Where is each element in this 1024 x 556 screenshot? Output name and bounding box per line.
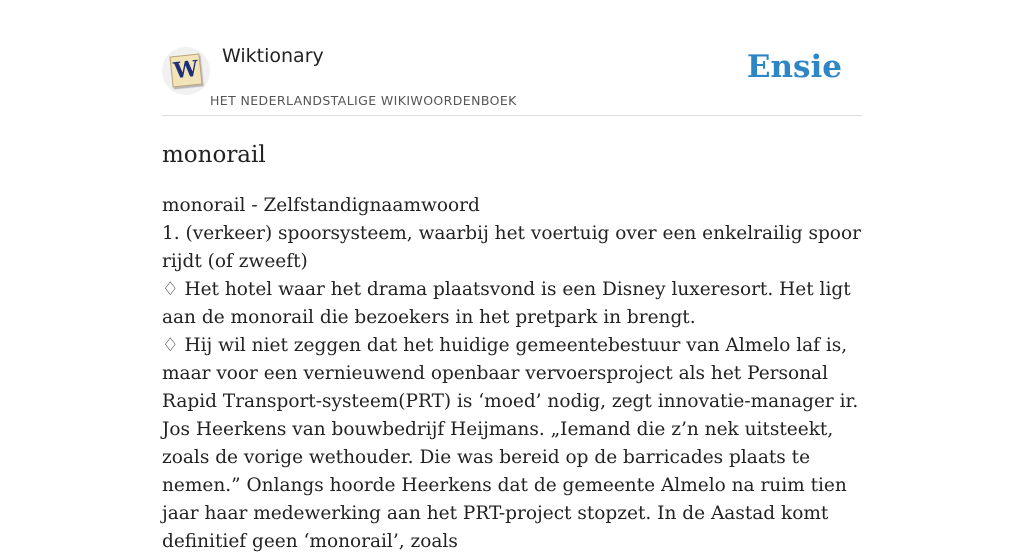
site-tagline: HET NEDERLANDSTALIGE WIKIWOORDENBOEK xyxy=(210,93,517,108)
site-name[interactable]: Wiktionary xyxy=(222,45,324,67)
ensie-brand-link[interactable]: Ensie xyxy=(746,49,842,85)
main-content xyxy=(162,140,862,556)
entry-example: ♢ Hij wil niet zeggen dat het huidige gemeentebestuur van Almelo laf is, maar voor een vernieuwend openbaar vervoersproject als het Personal Rapid Transport-systeem(PRT) is ‘moed’ nodig, zegt innovatie-manager ir. Jos Heerkens van bouwbedrijf Heijmans. „Iemand die z’n nek uitsteekt, zoals de vorige wethouder. Die was bereid op de barricades plaats te nemen.” Onlangs hoorde Heerkens dat de gemeente Almelo na ruim tien jaar haar medewerking aan het PRT-project stopzet. In de Aastad komt definitief geen ‘monorail’, zoals xyxy=(162,335,859,552)
dictionary-entry xyxy=(162,192,862,556)
page-title: monorail xyxy=(162,142,266,168)
wiktionary-logo[interactable] xyxy=(162,47,210,95)
entry-example: ♢ Het hotel waar het drama plaatsvond is een Disney luxeresort. Het ligt aan de monorail die bezoekers in het pretpark in brengt. xyxy=(162,279,851,328)
entry-heading: monorail - Zelfstandignaamwoord xyxy=(162,195,480,216)
entry-definition: 1. (verkeer) spoorsysteem, waarbij het voertuig over een enkelrailig spoor rijdt (of zweeft) xyxy=(162,223,861,272)
wiktionary-logo-icon: W xyxy=(169,54,202,88)
site-header xyxy=(162,0,862,116)
